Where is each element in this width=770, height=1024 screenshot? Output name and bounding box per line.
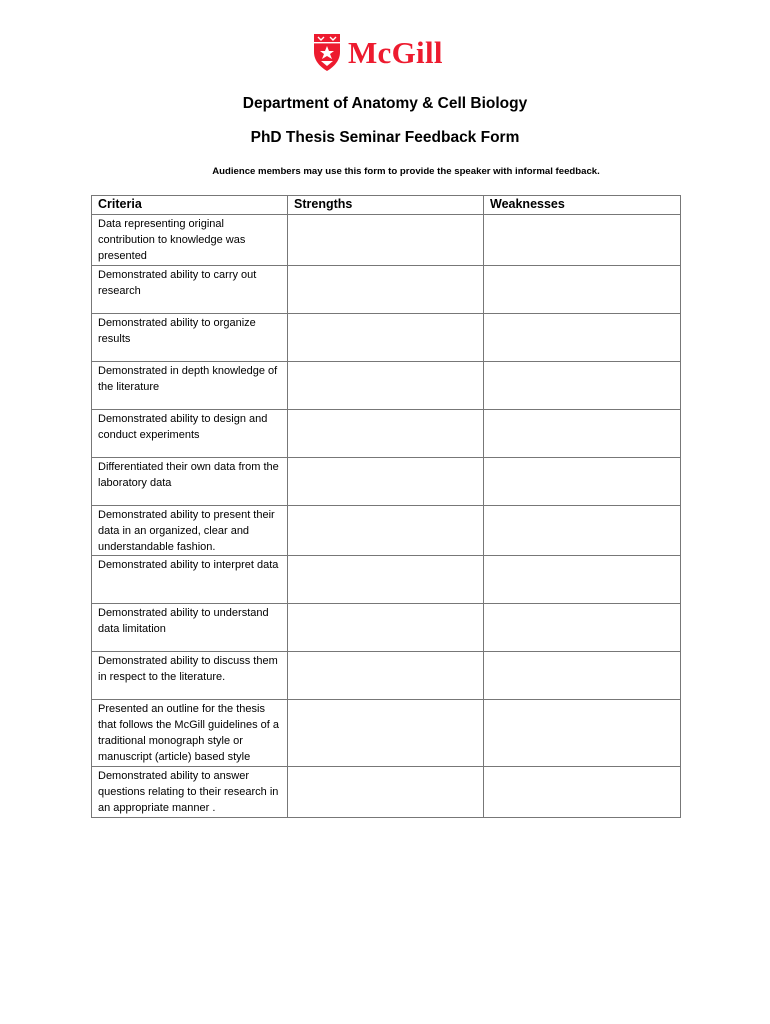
table-row [92,361,681,409]
table-row [92,313,681,361]
weaknesses-cell[interactable] [484,767,681,818]
department-title: Department of Anatomy & Cell Biology [242,95,528,112]
strengths-cell[interactable] [288,767,484,818]
table-row [92,556,681,604]
weaknesses-header: Weaknesses [484,196,681,215]
criteria-cell: Presented an outline for the thesis that follows the McGill guidelines of a traditional monograph style or manuscript (article) based style [92,700,288,767]
criteria-cell: Demonstrated ability to carry out research [92,265,288,313]
criteria-cell: Demonstrated ability to design and conduct experiments [92,409,288,457]
table-row [92,409,681,457]
table-row [92,767,681,818]
form-title: PhD Thesis Seminar Feedback Form [250,129,520,146]
weaknesses-cell[interactable] [484,265,681,313]
criteria-cell: Demonstrated ability to organize results [92,313,288,361]
weaknesses-cell[interactable] [484,505,681,556]
criteria-cell: Demonstrated ability to discuss them in respect to the literature. [92,652,288,700]
weaknesses-cell[interactable] [484,652,681,700]
strengths-cell[interactable] [288,700,484,767]
mcgill-logo [312,31,443,73]
strengths-cell[interactable] [288,505,484,556]
criteria-cell: Demonstrated ability to interpret data [92,556,288,604]
weaknesses-cell[interactable] [484,361,681,409]
strengths-cell[interactable] [288,652,484,700]
table-row [92,265,681,313]
criteria-header: Criteria [92,196,288,215]
criteria-cell: Differentiated their own data from the laboratory data [92,457,288,505]
criteria-cell: Data representing original contribution to knowledge was presented [92,215,288,266]
weaknesses-cell[interactable] [484,215,681,266]
criteria-cell: Demonstrated ability to present their data in an organized, clear and understandable fashion. [92,505,288,556]
table-row [92,215,681,266]
intro-text: Audience members may use this form to provide the speaker with informal feedback. [212,166,600,177]
logo-wordmark: McGill [348,34,443,70]
strengths-cell[interactable] [288,215,484,266]
strengths-cell[interactable] [288,313,484,361]
strengths-cell[interactable] [288,457,484,505]
table-header-row [92,196,681,215]
strengths-header: Strengths [288,196,484,215]
strengths-cell[interactable] [288,556,484,604]
strengths-cell[interactable] [288,265,484,313]
weaknesses-cell[interactable] [484,313,681,361]
weaknesses-cell[interactable] [484,700,681,767]
strengths-cell[interactable] [288,409,484,457]
weaknesses-cell[interactable] [484,409,681,457]
table-row [92,457,681,505]
weaknesses-cell[interactable] [484,556,681,604]
criteria-cell: Demonstrated ability to understand data limitation [92,604,288,652]
table-row [92,652,681,700]
table-row [92,700,681,767]
criteria-cell: Demonstrated ability to answer questions relating to their research in an appropriate manner . [92,767,288,818]
strengths-cell[interactable] [288,361,484,409]
strengths-cell[interactable] [288,604,484,652]
table-row [92,604,681,652]
weaknesses-cell[interactable] [484,604,681,652]
weaknesses-cell[interactable] [484,457,681,505]
mcgill-crest-icon [312,32,342,72]
table-row [92,505,681,556]
feedback-table [91,195,681,818]
criteria-cell: Demonstrated in depth knowledge of the literature [92,361,288,409]
